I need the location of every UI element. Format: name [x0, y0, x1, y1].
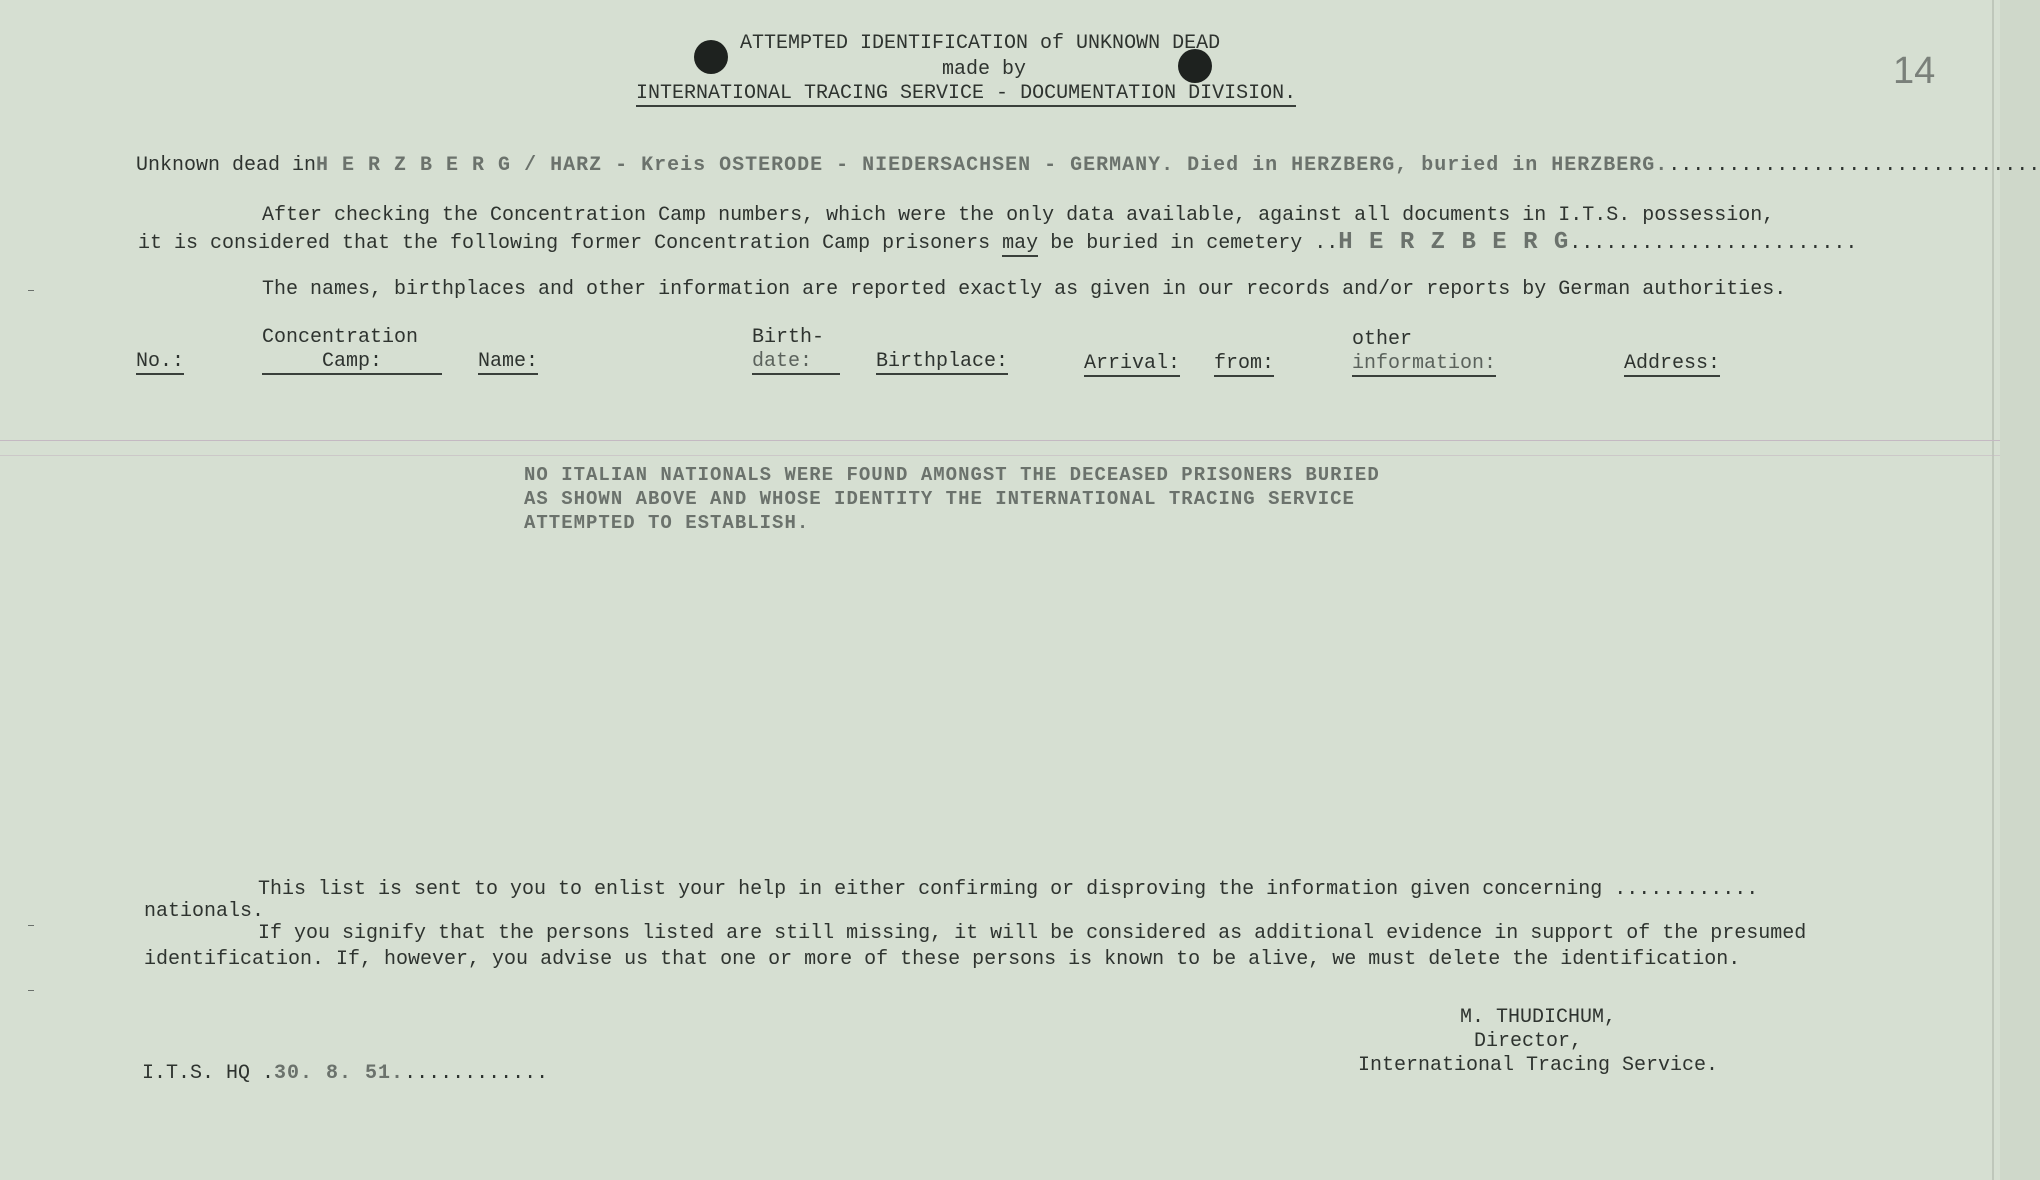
col-camp-label: Camp:	[262, 350, 442, 375]
closing-line-1: This list is sent to you to enlist your help in either confirming or disproving the information given concerning ............	[258, 878, 1759, 901]
margin-mark	[28, 990, 34, 991]
intro-mid: be buried in cemetery ..	[1050, 232, 1339, 255]
closing-line-3: If you signify that the persons listed are still missing, it will be considered as additional evidence in support of the presumed	[258, 922, 1807, 945]
col-address-header	[1624, 352, 1720, 375]
col-from-header	[1214, 352, 1274, 375]
title-organization	[636, 82, 1296, 105]
organization-division: INTERNATIONAL TRACING SERVICE - DOCUMENTATION DIVISION.	[636, 82, 1297, 105]
col-name-label: Name:	[478, 350, 539, 373]
its-hq-date: 30. 8. 51.	[274, 1062, 405, 1085]
col-camp-header	[262, 350, 442, 375]
records-note: The names, birthplaces and other information are reported exactly as given in our records and/or reports by German authorities.	[262, 278, 1787, 301]
col-name-header	[478, 350, 538, 373]
stamp-line-2: AS SHOWN ABOVE AND WHOSE IDENTITY THE INTERNATIONAL TRACING SERVICE	[524, 488, 1355, 510]
closing-line-2: nationals.	[144, 900, 265, 923]
signatory-name: M. THUDICHUM,	[1460, 1006, 1617, 1029]
col-other-header	[1352, 352, 1496, 375]
closing-line-4: identification. If, however, you advise us that one or more of these persons is known to be alive, we must delete the identification.	[144, 948, 1741, 971]
signatory-title: Director,	[1474, 1030, 1583, 1053]
intro-prefix: it is considered that the following former Concentration Camp prisoners	[138, 232, 991, 255]
col-birthdate-header	[752, 350, 840, 375]
stamp-line-3: ATTEMPTED TO ESTABLISH.	[524, 512, 810, 534]
document-title: ATTEMPTED IDENTIFICATION of UNKNOWN DEAD	[740, 32, 1221, 55]
margin-mark	[28, 290, 34, 291]
col-number-header	[136, 350, 184, 373]
col-other-label: information:	[1352, 352, 1497, 375]
unknown-dead-dots: ...............................	[1668, 154, 2040, 177]
unknown-dead-location: H E R Z B E R G / HARZ - Kreis OSTERODE - NIEDERSACHSEN - GERMANY. Died in HERZBERG, buried in HERZBERG.	[316, 154, 1669, 177]
col-arrival-label: Arrival:	[1084, 352, 1181, 375]
col-arrival-header	[1084, 352, 1180, 375]
col-birthplace-header	[876, 350, 1008, 373]
title-made-by: made by	[942, 58, 1027, 81]
col-birth-top: Birth-	[752, 326, 825, 349]
page-number: 14	[1893, 50, 1936, 92]
paper-ruled-line	[0, 440, 2000, 441]
stamp-line-1: NO ITALIAN NATIONALS WERE FOUND AMONGST THE DECEASED PRISONERS BURIED	[524, 464, 1380, 486]
col-from-label: from:	[1214, 352, 1275, 375]
intro-may: may	[1002, 232, 1039, 255]
its-hq-date-line	[142, 1062, 548, 1085]
col-birthplace-label: Birthplace:	[876, 350, 1009, 373]
col-number-label: No.:	[136, 350, 185, 373]
punch-hole	[694, 40, 728, 74]
unknown-dead-row	[136, 154, 2040, 177]
paper-ruled-line	[0, 455, 2000, 456]
col-other-top: other	[1352, 328, 1413, 351]
unknown-dead-label: Unknown dead in	[136, 154, 317, 177]
no-italian-nationals-stamp	[524, 463, 1380, 535]
signatory-organization: International Tracing Service.	[1358, 1054, 1719, 1077]
intro-dots: ........................	[1569, 232, 1858, 255]
cemetery-name: H E R Z B E R G	[1338, 229, 1570, 256]
col-camp-top: Concentration	[262, 326, 419, 349]
intro-line-1: After checking the Concentration Camp numbers, which were the only data available, against all documents in I.T.S. possession,	[262, 204, 1775, 227]
margin-mark	[28, 925, 34, 926]
its-hq-label: I.T.S. HQ .	[142, 1062, 275, 1085]
its-hq-dots: ............	[404, 1062, 549, 1085]
page-edge-line	[1992, 0, 1994, 1180]
intro-line-2	[138, 229, 1857, 256]
col-birthdate-label: date:	[752, 350, 840, 375]
col-address-label: Address:	[1624, 352, 1721, 375]
